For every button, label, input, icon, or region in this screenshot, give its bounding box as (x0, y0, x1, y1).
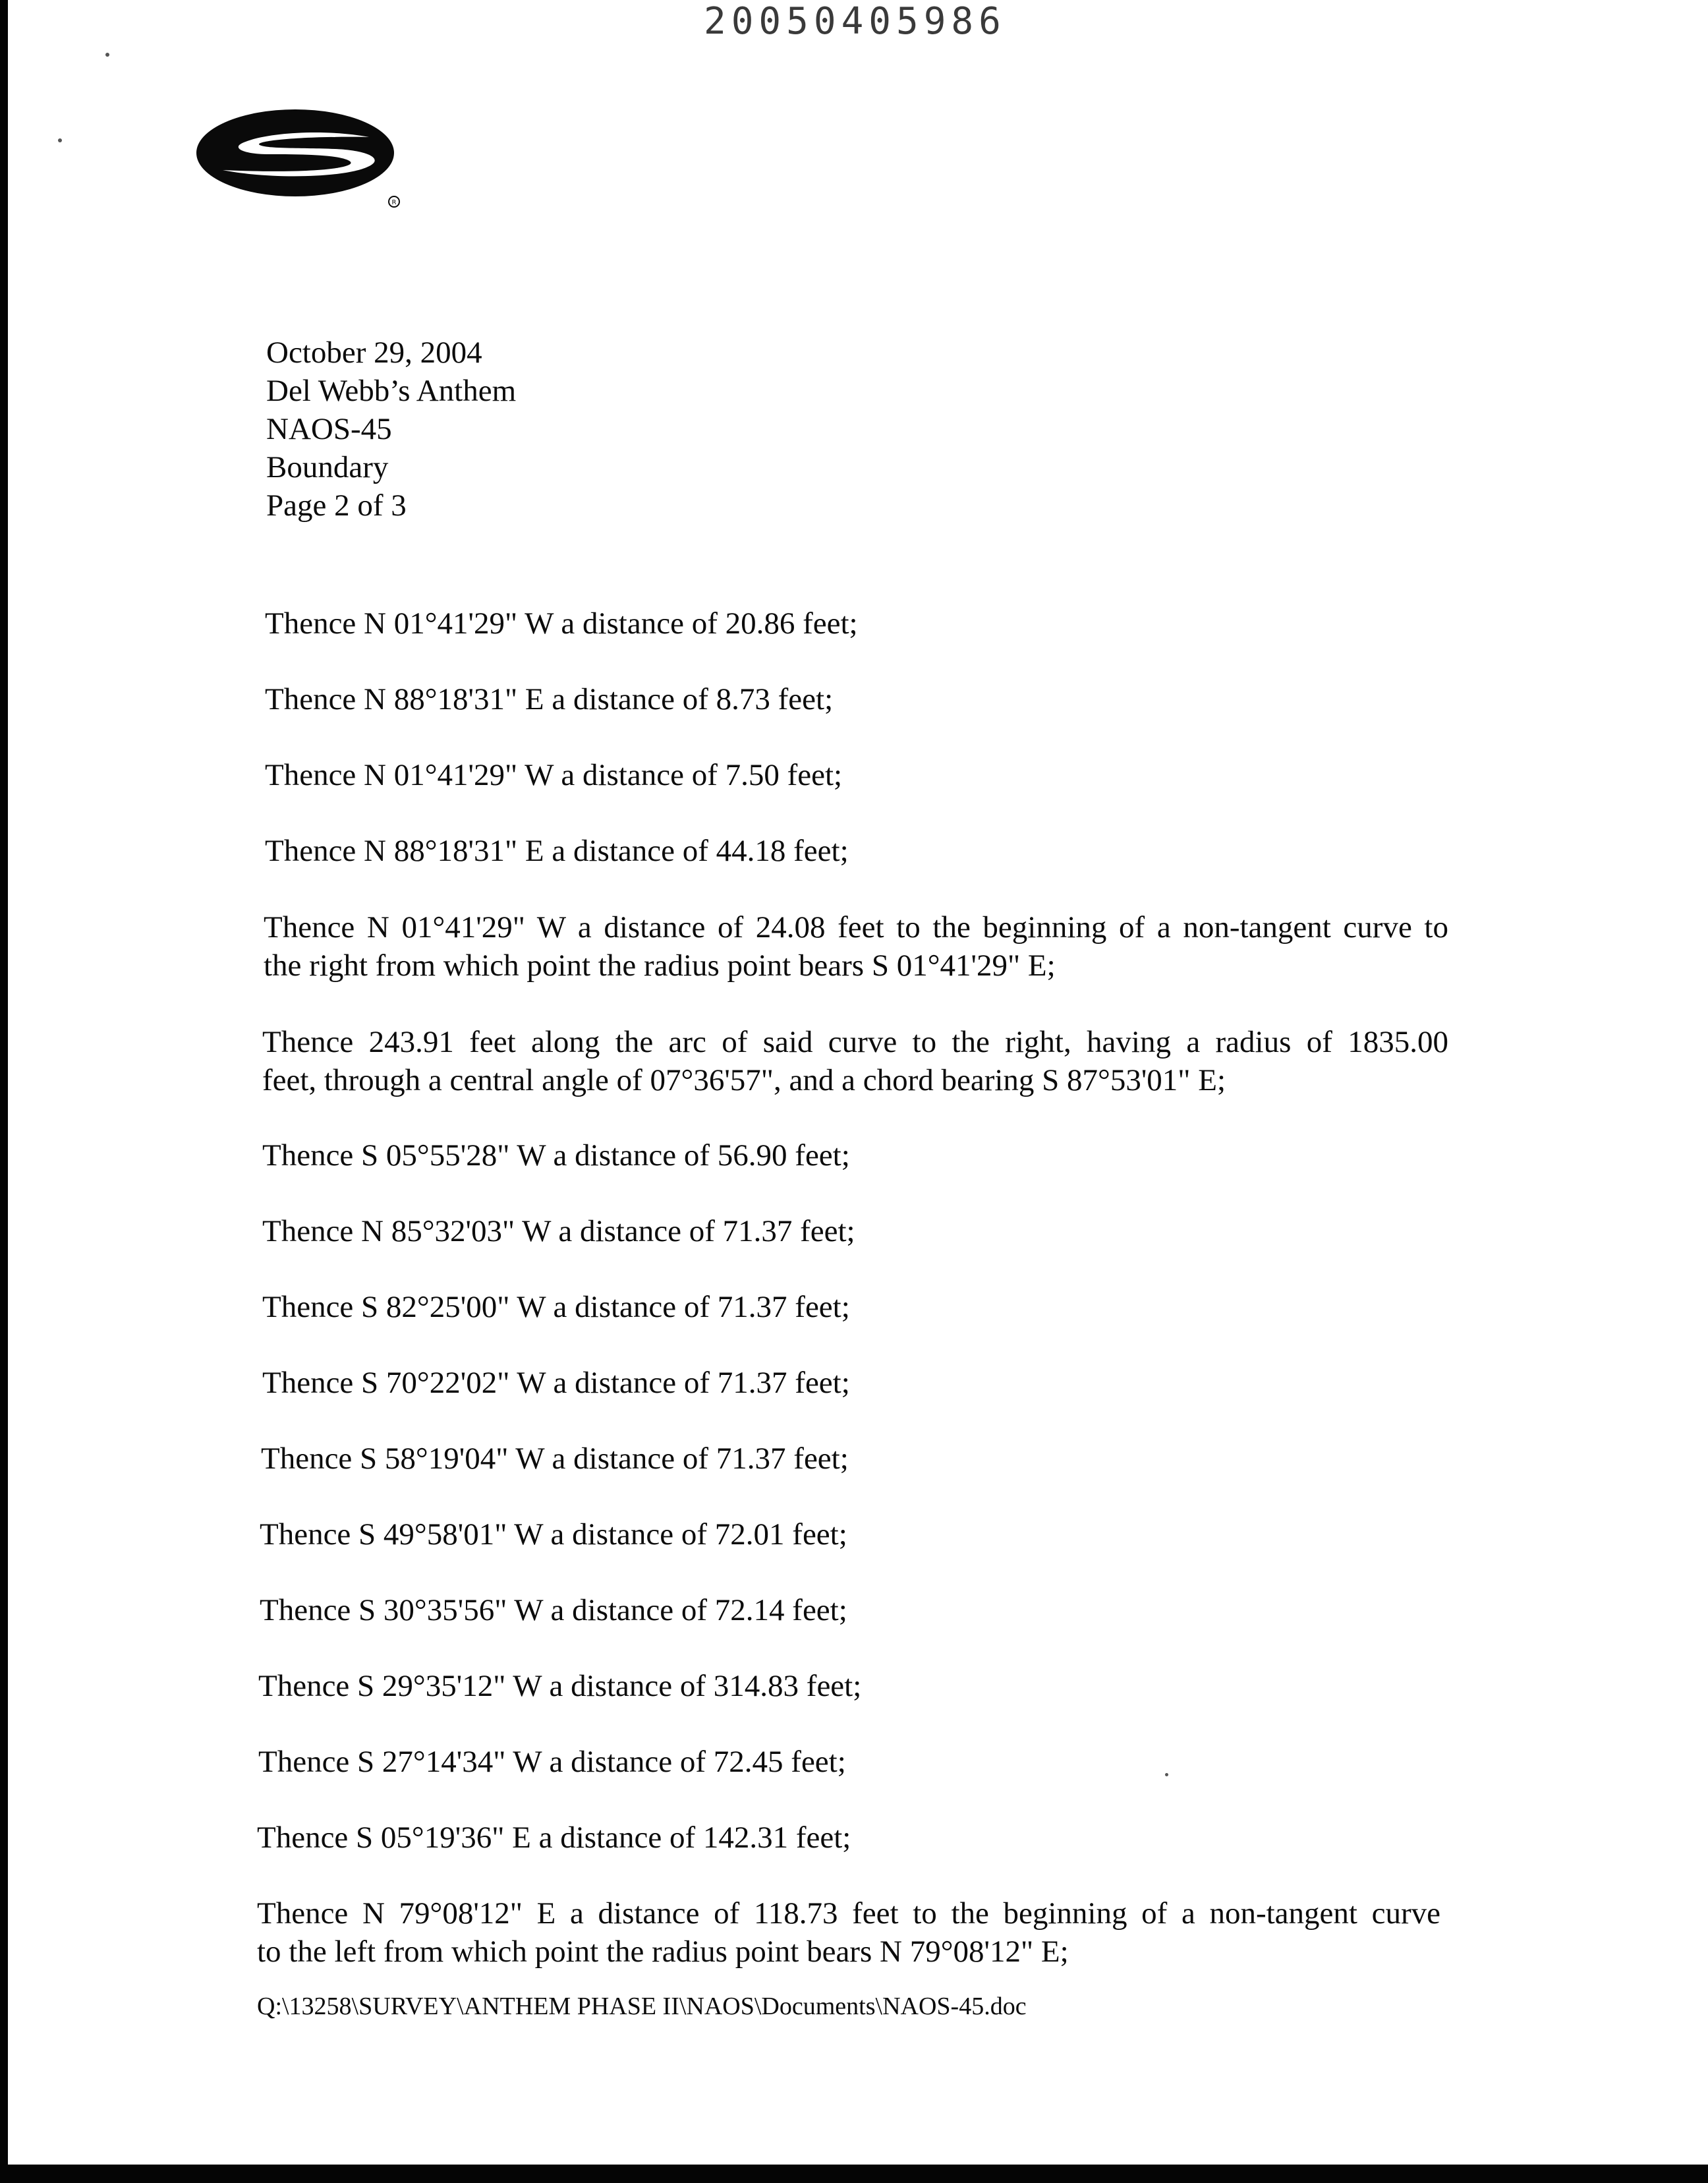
course-line: Thence N 85°32'03" W a distance of 71.37 feet; (262, 1214, 855, 1248)
svg-text:R: R (391, 199, 397, 206)
course-paragraph (265, 832, 1464, 870)
course-paragraph (265, 680, 1464, 718)
course-line: the right from which point the radius point bears S 01°41'29" E; (264, 948, 1056, 983)
course-line: Thence S 58°19'04" W a distance of 71.37 feet; (261, 1441, 849, 1476)
course-line: Thence S 82°25'00" W a distance of 71.37 feet; (262, 1290, 850, 1324)
course-line: feet, through a central angle of 07°36'57", and a chord bearing S 87°53'01" E; (262, 1063, 1226, 1097)
course-paragraph (265, 756, 1464, 794)
course-paragraph (262, 1136, 1462, 1175)
header-project: Del Webb’s Anthem (266, 374, 517, 408)
document-number: 20050405986 (704, 0, 1006, 43)
course-line: Thence N 88°18'31" E a distance of 44.18 feet; (265, 834, 849, 868)
course-paragraph (260, 1515, 1459, 1554)
scan-bottom-border (0, 2165, 1708, 2183)
course-paragraph (257, 1894, 1440, 1971)
document-header (266, 334, 516, 525)
course-paragraph (260, 1591, 1459, 1629)
course-paragraph (262, 1288, 1462, 1326)
course-paragraph (261, 1440, 1460, 1478)
course-paragraph (262, 1023, 1448, 1099)
course-line: Thence S 27°14'34" W a distance of 72.45 feet; (258, 1745, 846, 1779)
header-parcel: NAOS-45 (266, 412, 392, 446)
course-line: Thence S 05°19'36" E a distance of 142.31 feet; (257, 1820, 851, 1855)
header-subject: Boundary (266, 450, 389, 484)
course-line: to the left from which point the radius point bears N 79°08'12" E; (257, 1935, 1069, 1969)
company-logo-icon (196, 105, 407, 211)
course-paragraph (262, 1364, 1462, 1402)
course-paragraph (265, 604, 1464, 643)
course-line: Thence S 29°35'12" W a distance of 314.83 feet; (258, 1669, 862, 1703)
scan-speck (105, 53, 109, 57)
course-line: Thence S 30°35'56" W a distance of 72.14 feet; (260, 1593, 847, 1627)
scan-left-border (0, 0, 8, 2183)
scan-speck (58, 138, 62, 142)
course-paragraph (258, 1667, 1458, 1705)
footer-file-path: Q:\13258\SURVEY\ANTHEM PHASE II\NAOS\Documents\NAOS-45.doc (257, 1993, 1027, 2020)
course-line: Thence S 70°22'02" W a distance of 71.37 feet; (262, 1366, 850, 1400)
course-line: Thence N 01°41'29" W a distance of 24.08 feet to the beginning of a non-tangent curve to (264, 910, 1448, 945)
header-page: Page 2 of 3 (266, 488, 407, 523)
course-line: Thence S 49°58'01" W a distance of 72.01 feet; (260, 1517, 847, 1552)
course-line: Thence N 79°08'12" E a distance of 118.73 feet to the beginning of a non-tangent curve (257, 1896, 1440, 1931)
header-date: October 29, 2004 (266, 335, 482, 370)
course-paragraph (264, 908, 1448, 985)
course-paragraph (257, 1819, 1456, 1857)
course-line: Thence N 88°18'31" E a distance of 8.73 feet; (265, 682, 834, 716)
course-line: Thence N 01°41'29" W a distance of 7.50 feet; (265, 758, 843, 792)
course-line: Thence 243.91 feet along the arc of said curve to the right, having a radius of 1835.00 (262, 1025, 1448, 1059)
course-paragraph (262, 1212, 1462, 1250)
course-line: Thence S 05°55'28" W a distance of 56.90 feet; (262, 1138, 850, 1173)
course-line: Thence N 01°41'29" W a distance of 20.86 feet; (265, 606, 858, 641)
course-paragraph (258, 1743, 1458, 1781)
